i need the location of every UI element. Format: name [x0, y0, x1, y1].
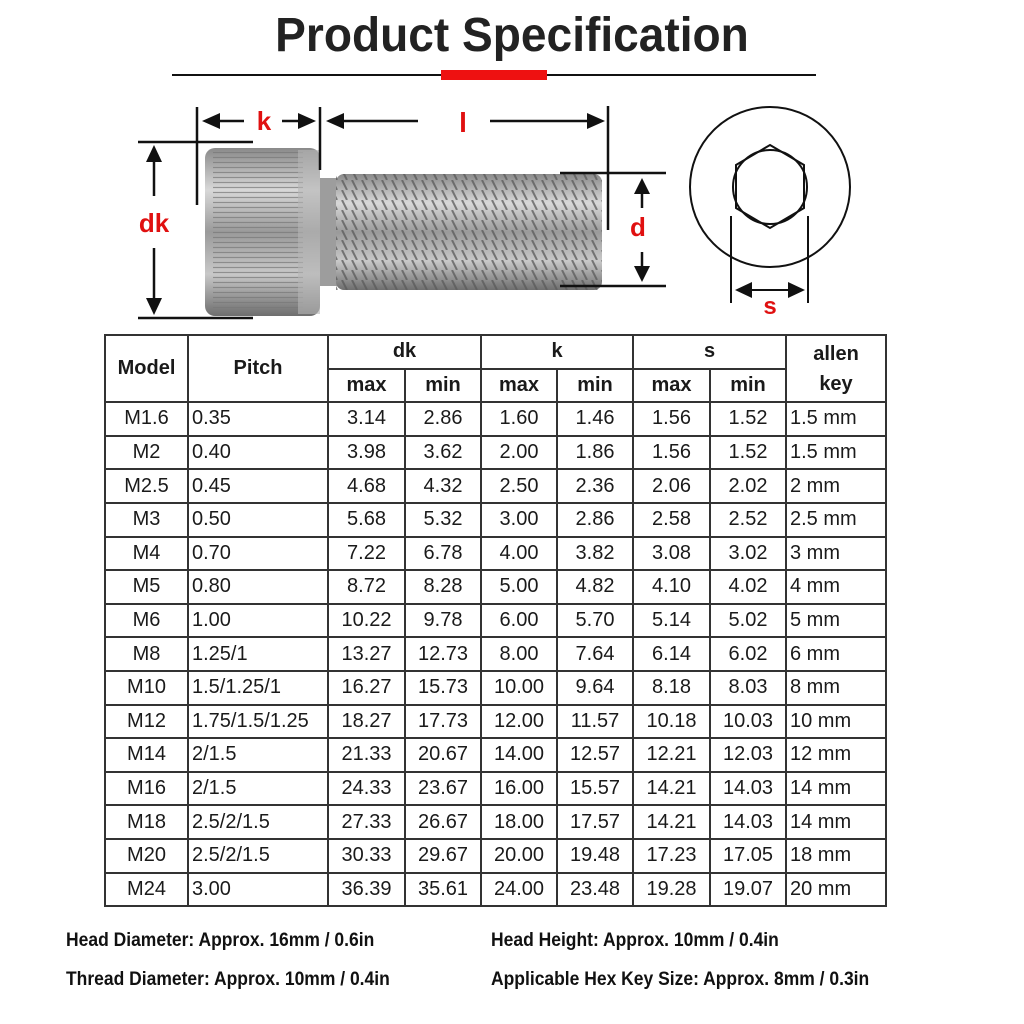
cell-s-max: 8.18 — [633, 671, 710, 705]
cell-pitch: 0.50 — [188, 503, 328, 537]
cell-k-min: 15.57 — [557, 772, 633, 806]
cell-k-min: 9.64 — [557, 671, 633, 705]
table-row — [105, 436, 886, 470]
cell-k-min: 11.57 — [557, 705, 633, 739]
cell-allen-key: 14 mm — [786, 772, 886, 806]
cell-model: M24 — [105, 873, 188, 907]
cell-s-max: 1.56 — [633, 436, 710, 470]
cell-dk-min: 15.73 — [405, 671, 481, 705]
header-k-max: max — [481, 369, 557, 403]
cell-s-max: 17.23 — [633, 839, 710, 873]
bolt-shank — [320, 174, 602, 290]
label-dk: dk — [138, 208, 170, 238]
cell-k-min: 5.70 — [557, 604, 633, 638]
cell-allen-key: 1.5 mm — [786, 402, 886, 436]
cell-s-min: 3.02 — [710, 537, 786, 571]
cell-k-max: 12.00 — [481, 705, 557, 739]
header-pitch: Pitch — [188, 335, 328, 402]
table-row — [105, 772, 886, 806]
cell-s-max: 6.14 — [633, 637, 710, 671]
cell-k-max: 1.60 — [481, 402, 557, 436]
cell-dk-max: 8.72 — [328, 570, 405, 604]
cell-s-min: 5.02 — [710, 604, 786, 638]
header-k-min: min — [557, 369, 633, 403]
cell-dk-max: 4.68 — [328, 469, 405, 503]
cell-model: M2.5 — [105, 469, 188, 503]
cell-model: M5 — [105, 570, 188, 604]
cell-s-min: 10.03 — [710, 705, 786, 739]
cell-pitch: 1.00 — [188, 604, 328, 638]
cell-allen-key: 5 mm — [786, 604, 886, 638]
cell-k-max: 2.50 — [481, 469, 557, 503]
table-row — [105, 873, 886, 907]
table-row — [105, 705, 886, 739]
cell-dk-max: 18.27 — [328, 705, 405, 739]
note-head-height: Head Height: Approx. 10mm / 0.4in — [491, 930, 779, 951]
label-l: l — [459, 107, 467, 138]
cell-k-max: 20.00 — [481, 839, 557, 873]
cell-k-min: 1.86 — [557, 436, 633, 470]
cell-dk-max: 30.33 — [328, 839, 405, 873]
cell-k-max: 10.00 — [481, 671, 557, 705]
socket-end-view — [690, 107, 850, 303]
cell-dk-min: 17.73 — [405, 705, 481, 739]
cell-pitch: 1.25/1 — [188, 637, 328, 671]
table-row — [105, 402, 886, 436]
header-s-min: min — [710, 369, 786, 403]
cell-model: M20 — [105, 839, 188, 873]
cell-k-min: 2.86 — [557, 503, 633, 537]
cell-pitch: 1.75/1.5/1.25 — [188, 705, 328, 739]
header-dk: dk — [328, 335, 481, 369]
cell-s-min: 12.03 — [710, 738, 786, 772]
cell-s-min: 6.02 — [710, 637, 786, 671]
cell-model: M8 — [105, 637, 188, 671]
cell-dk-min: 35.61 — [405, 873, 481, 907]
cell-k-min: 2.36 — [557, 469, 633, 503]
cell-allen-key: 2 mm — [786, 469, 886, 503]
cell-k-max: 3.00 — [481, 503, 557, 537]
cell-dk-min: 5.32 — [405, 503, 481, 537]
label-s: s — [763, 293, 777, 320]
cell-model: M3 — [105, 503, 188, 537]
table-row — [105, 839, 886, 873]
table-row — [105, 469, 886, 503]
cell-pitch: 2.5/2/1.5 — [188, 839, 328, 873]
cell-s-min: 17.05 — [710, 839, 786, 873]
cell-model: M16 — [105, 772, 188, 806]
cell-dk-max: 3.98 — [328, 436, 405, 470]
page-title: Product Specification — [275, 9, 749, 62]
cell-k-max: 2.00 — [481, 436, 557, 470]
cell-s-max: 19.28 — [633, 873, 710, 907]
header-model: Model — [105, 335, 188, 402]
cell-model: M12 — [105, 705, 188, 739]
cell-dk-min: 20.67 — [405, 738, 481, 772]
cell-pitch: 0.40 — [188, 436, 328, 470]
cell-s-min: 14.03 — [710, 805, 786, 839]
cell-k-min: 12.57 — [557, 738, 633, 772]
cell-k-min: 17.57 — [557, 805, 633, 839]
cell-k-min: 7.64 — [557, 637, 633, 671]
cell-dk-min: 23.67 — [405, 772, 481, 806]
label-d: d — [630, 212, 646, 242]
cell-allen-key: 4 mm — [786, 570, 886, 604]
label-k: k — [256, 106, 272, 136]
cell-allen-key: 10 mm — [786, 705, 886, 739]
title-accent-bar — [441, 70, 547, 80]
header-s: s — [633, 335, 786, 369]
cell-k-max: 5.00 — [481, 570, 557, 604]
cell-allen-key: 1.5 mm — [786, 436, 886, 470]
cell-dk-min: 29.67 — [405, 839, 481, 873]
cell-allen-key: 8 mm — [786, 671, 886, 705]
cell-s-min: 19.07 — [710, 873, 786, 907]
bolt-diagram — [0, 90, 1024, 330]
cell-s-max: 2.06 — [633, 469, 710, 503]
note-hex-key-size: Applicable Hex Key Size: Approx. 8mm / 0.3in — [491, 969, 870, 990]
cell-k-max: 16.00 — [481, 772, 557, 806]
cell-pitch: 2.5/2/1.5 — [188, 805, 328, 839]
cell-dk-min: 4.32 — [405, 469, 481, 503]
cell-k-min: 3.82 — [557, 537, 633, 571]
header-s-max: max — [633, 369, 710, 403]
spec-table — [104, 334, 887, 907]
cell-k-max: 14.00 — [481, 738, 557, 772]
cell-dk-min: 3.62 — [405, 436, 481, 470]
table-row — [105, 537, 886, 571]
table-row — [105, 671, 886, 705]
header-allen-key: allen key — [786, 335, 886, 402]
cell-model: M18 — [105, 805, 188, 839]
cell-s-max: 14.21 — [633, 805, 710, 839]
cell-model: M10 — [105, 671, 188, 705]
table-row — [105, 805, 886, 839]
cell-model: M4 — [105, 537, 188, 571]
header-k: k — [481, 335, 633, 369]
cell-dk-min: 6.78 — [405, 537, 481, 571]
cell-model: M14 — [105, 738, 188, 772]
header-dk-max: max — [328, 369, 405, 403]
cell-s-min: 8.03 — [710, 671, 786, 705]
cell-pitch: 3.00 — [188, 873, 328, 907]
cell-dk-max: 21.33 — [328, 738, 405, 772]
cell-pitch: 2/1.5 — [188, 772, 328, 806]
cell-s-min: 14.03 — [710, 772, 786, 806]
header-dk-min: min — [405, 369, 481, 403]
cell-dk-max: 16.27 — [328, 671, 405, 705]
cell-s-max: 2.58 — [633, 503, 710, 537]
cell-pitch: 0.35 — [188, 402, 328, 436]
cell-model: M6 — [105, 604, 188, 638]
cell-k-max: 6.00 — [481, 604, 557, 638]
cell-k-min: 1.46 — [557, 402, 633, 436]
cell-s-min: 4.02 — [710, 570, 786, 604]
cell-model: M1.6 — [105, 402, 188, 436]
cell-k-max: 4.00 — [481, 537, 557, 571]
cell-dk-max: 13.27 — [328, 637, 405, 671]
note-thread-diameter: Thread Diameter: Approx. 10mm / 0.4in — [66, 969, 390, 990]
cell-s-max: 10.18 — [633, 705, 710, 739]
cell-k-min: 23.48 — [557, 873, 633, 907]
cell-allen-key: 3 mm — [786, 537, 886, 571]
cell-allen-key: 12 mm — [786, 738, 886, 772]
cell-s-min: 2.02 — [710, 469, 786, 503]
cell-dk-min: 9.78 — [405, 604, 481, 638]
cell-model: M2 — [105, 436, 188, 470]
cell-dk-min: 2.86 — [405, 402, 481, 436]
cell-dk-max: 24.33 — [328, 772, 405, 806]
cell-dk-min: 8.28 — [405, 570, 481, 604]
cell-k-max: 8.00 — [481, 637, 557, 671]
cell-k-max: 24.00 — [481, 873, 557, 907]
cell-s-max: 14.21 — [633, 772, 710, 806]
table-row — [105, 738, 886, 772]
cell-s-min: 1.52 — [710, 402, 786, 436]
cell-dk-max: 36.39 — [328, 873, 405, 907]
cell-pitch: 0.45 — [188, 469, 328, 503]
cell-k-min: 19.48 — [557, 839, 633, 873]
cell-s-min: 2.52 — [710, 503, 786, 537]
table-row — [105, 570, 886, 604]
cell-s-max: 4.10 — [633, 570, 710, 604]
cell-s-max: 12.21 — [633, 738, 710, 772]
table-row — [105, 637, 886, 671]
cell-allen-key: 2.5 mm — [786, 503, 886, 537]
cell-dk-max: 7.22 — [328, 537, 405, 571]
table-row — [105, 604, 886, 638]
cell-dk-min: 26.67 — [405, 805, 481, 839]
cell-pitch: 0.80 — [188, 570, 328, 604]
cell-s-max: 1.56 — [633, 402, 710, 436]
note-head-diameter: Head Diameter: Approx. 16mm / 0.6in — [66, 930, 375, 951]
cell-s-max: 5.14 — [633, 604, 710, 638]
cell-pitch: 0.70 — [188, 537, 328, 571]
cell-dk-max: 27.33 — [328, 805, 405, 839]
cell-allen-key: 18 mm — [786, 839, 886, 873]
cell-dk-min: 12.73 — [405, 637, 481, 671]
table-row — [105, 503, 886, 537]
cell-pitch: 2/1.5 — [188, 738, 328, 772]
cell-k-max: 18.00 — [481, 805, 557, 839]
cell-allen-key: 6 mm — [786, 637, 886, 671]
cell-dk-max: 3.14 — [328, 402, 405, 436]
bolt-head — [205, 148, 320, 316]
cell-s-max: 3.08 — [633, 537, 710, 571]
cell-s-min: 1.52 — [710, 436, 786, 470]
cell-dk-max: 5.68 — [328, 503, 405, 537]
cell-allen-key: 14 mm — [786, 805, 886, 839]
cell-allen-key: 20 mm — [786, 873, 886, 907]
cell-dk-max: 10.22 — [328, 604, 405, 638]
cell-pitch: 1.5/1.25/1 — [188, 671, 328, 705]
cell-k-min: 4.82 — [557, 570, 633, 604]
